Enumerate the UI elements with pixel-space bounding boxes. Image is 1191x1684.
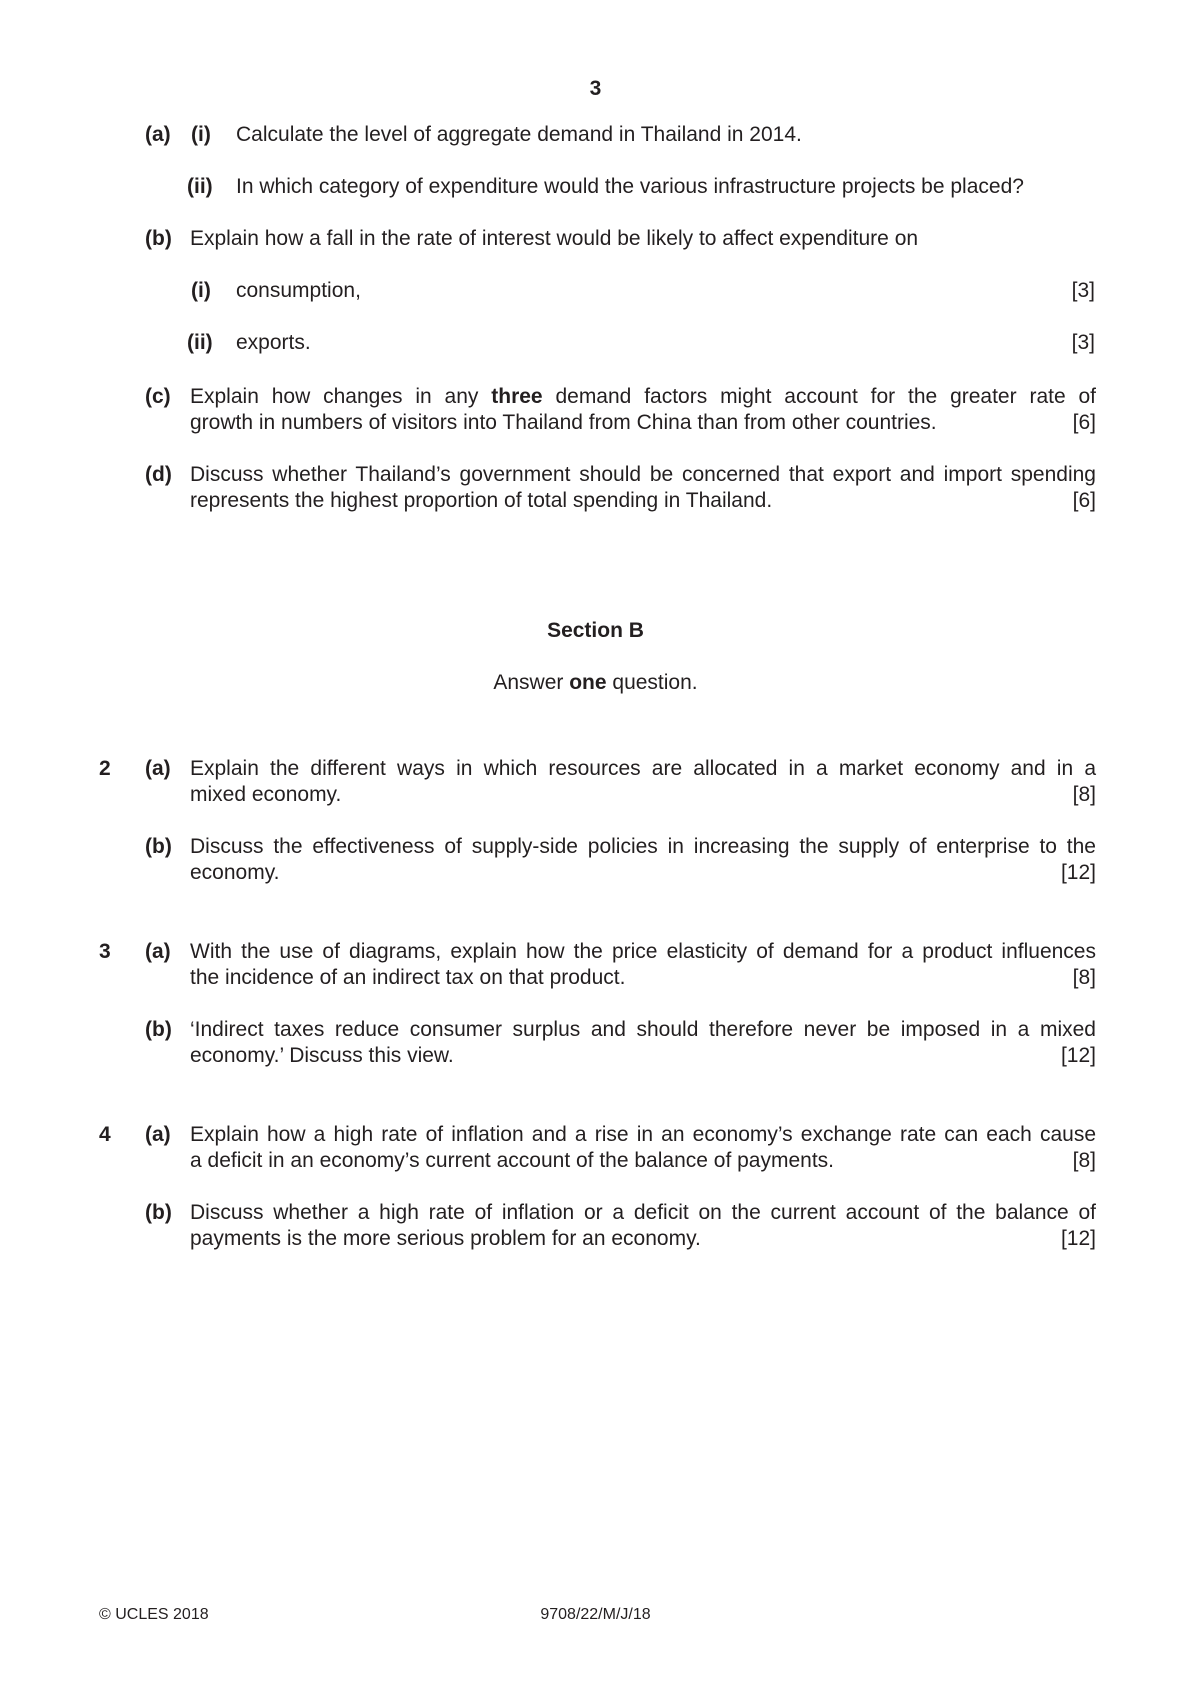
q1c-line2-text: growth in numbers of visitors into Thailand from China than from other countries. <box>190 411 937 434</box>
part-mark: [12] <box>1060 861 1096 884</box>
q1c-mark: [6] <box>1072 411 1096 434</box>
q1d-mark: [6] <box>1072 489 1096 512</box>
q1b-ii-text: exports. <box>236 331 311 354</box>
part-line2-text: mixed economy. <box>190 783 342 806</box>
q1c-text-after: demand factors might account for the greater rate of <box>542 385 1096 408</box>
part-line2 <box>190 965 1096 991</box>
part-line2 <box>190 782 1096 808</box>
q1d-line1: Discuss whether Thailand’s government should be concerned that export and import spending <box>190 463 1096 486</box>
part-mark: [8] <box>1072 1149 1096 1172</box>
part-mark: [8] <box>1072 966 1096 989</box>
q1d-line2 <box>190 488 1096 514</box>
footer-code-text: 9708/22/M/J/18 <box>540 1606 651 1623</box>
q1a-label: (a) <box>145 123 171 146</box>
q1c-line2 <box>190 410 1096 436</box>
part-label: (a) <box>145 940 171 963</box>
part-line1: Explain how a high rate of inflation and a rise in an economy’s exchange rate can each cause <box>190 1123 1096 1146</box>
q1b-text: Explain how a fall in the rate of interest would be likely to affect expenditure on <box>190 227 919 250</box>
part-line2 <box>190 860 1096 886</box>
question-number: 3 <box>99 940 111 963</box>
q1b-i-label: (i) <box>191 279 211 302</box>
part-mark: [12] <box>1060 1227 1096 1250</box>
q1c-line1 <box>190 384 1096 410</box>
part-line2-text: economy.’ Discuss this view. <box>190 1044 454 1067</box>
part-label: (a) <box>145 1123 171 1146</box>
part-line2-text: the incidence of an indirect tax on that product. <box>190 966 626 989</box>
part-line2 <box>190 1148 1096 1174</box>
q1a-i-label: (i) <box>191 123 211 146</box>
section-title: Section B <box>547 619 644 642</box>
q1d-text <box>190 462 1096 514</box>
instruction-bold: one <box>569 671 607 694</box>
part-line1: Explain the different ways in which resources are allocated in a market economy and in a <box>190 757 1096 780</box>
q1b-label: (b) <box>145 227 172 250</box>
instruction-after: question. <box>606 671 698 694</box>
q1d-line2-text: represents the highest proportion of total spending in Thailand. <box>190 489 773 512</box>
part-line2 <box>190 1226 1096 1252</box>
q1a-ii-text: In which category of expenditure would the various infrastructure projects be placed? <box>236 175 1024 198</box>
part-text <box>190 1017 1096 1069</box>
part-line1: Discuss the effectiveness of supply-side policies in increasing the supply of enterprise to the <box>190 835 1096 858</box>
q1c-bold-word: three <box>491 385 543 408</box>
part-text <box>190 939 1096 991</box>
q1b-ii-mark: [3] <box>1071 331 1095 354</box>
instruction-before: Answer <box>493 671 570 694</box>
page-number: 3 <box>589 77 602 100</box>
question-number: 2 <box>99 757 111 780</box>
q1c-label: (c) <box>145 385 171 408</box>
q1c-text <box>190 384 1096 436</box>
q1d-label: (d) <box>145 463 172 486</box>
part-label: (b) <box>145 1018 172 1041</box>
part-text <box>190 1122 1096 1174</box>
part-mark: [8] <box>1072 783 1096 806</box>
q1b-i-text: consumption, <box>236 279 361 302</box>
footer-copyright: © UCLES 2018 <box>99 1606 209 1623</box>
part-text <box>190 756 1096 808</box>
q1b-ii-label: (ii) <box>187 331 213 354</box>
part-label: (a) <box>145 757 171 780</box>
part-text <box>190 834 1096 886</box>
footer-code <box>0 1602 1191 1628</box>
question-number: 4 <box>99 1123 111 1146</box>
q1a-i-text: Calculate the level of aggregate demand in Thailand in 2014. <box>236 123 802 146</box>
part-line2-text: a deficit in an economy’s current account of the balance of payments. <box>190 1149 834 1172</box>
part-label: (b) <box>145 835 172 858</box>
part-line1: Discuss whether a high rate of inflation or a deficit on the current account of the balance of <box>190 1201 1096 1224</box>
q1b-i-mark: [3] <box>1071 279 1095 302</box>
section-instruction <box>0 670 1191 696</box>
part-line2-text: payments is the more serious problem for an economy. <box>190 1227 701 1250</box>
part-label: (b) <box>145 1201 172 1224</box>
part-line1: ‘Indirect taxes reduce consumer surplus and should therefore never be imposed in a mixed <box>190 1018 1096 1041</box>
part-line2 <box>190 1043 1096 1069</box>
q1a-ii-label: (ii) <box>187 175 213 198</box>
part-line2-text: economy. <box>190 861 280 884</box>
q1c-text-before: Explain how changes in any <box>190 385 492 408</box>
part-text <box>190 1200 1096 1252</box>
part-mark: [12] <box>1060 1044 1096 1067</box>
part-line1: With the use of diagrams, explain how the price elasticity of demand for a product influences <box>190 940 1096 963</box>
